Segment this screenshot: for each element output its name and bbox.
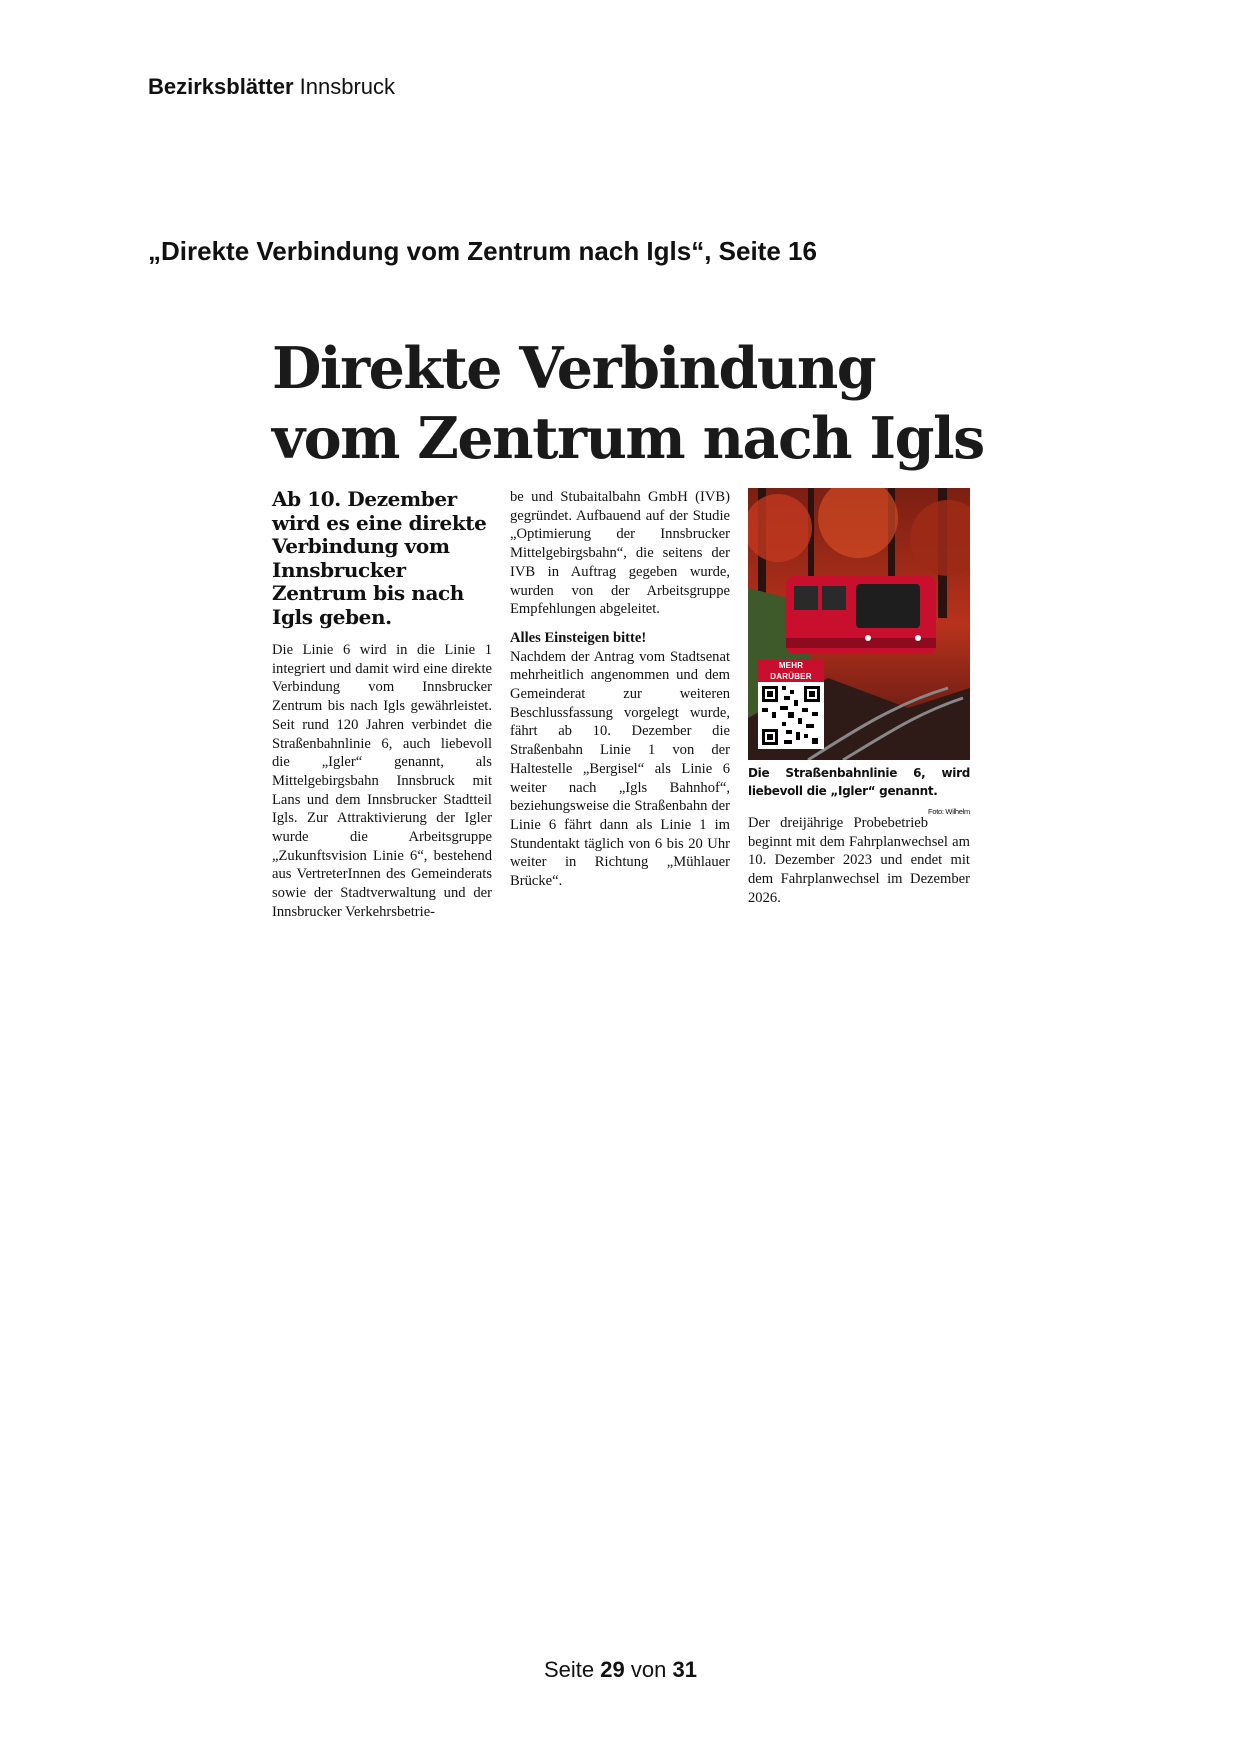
column-2-body-1: be und Stubaitalbahn GmbH (IVB) gegründet. Aufbauend auf der Studie „Optimierung der Innsbrucker Mittelgebirgsbahn“, die seitens der IVB in Auftrag gegeben wurde, wurden von der Arbeitsgruppe Empfehlungen abgeleitet. (510, 489, 730, 618)
footer-page-number: 29 (600, 1657, 625, 1682)
headline-line-1: Direkte Verbindung (272, 335, 876, 402)
footer-page-total: 31 (672, 1657, 697, 1682)
footer-middle: von (630, 1657, 667, 1682)
qr-code-icon (758, 682, 824, 749)
page-header (148, 74, 395, 100)
footer-prefix: Seite (544, 1657, 595, 1682)
reference-title: „Direkte Verbindung vom Zentrum nach Igls“, Seite 16 (148, 236, 817, 266)
column-2-subhead: Alles Einsteigen bitte! (510, 629, 647, 646)
column-3 (748, 488, 970, 908)
caption-text: Die Straßenbahnlinie 6, wird liebevoll die „Igler“ genannt. (748, 766, 970, 798)
qr-code[interactable] (758, 660, 824, 738)
photo-caption (748, 764, 970, 816)
photo-credit: Foto: Wilhelm (928, 807, 970, 816)
article-lead: Ab 10. Dezember wird es eine direkte Verbindung vom Innsbrucker Zentrum bis nach Igls geben. (272, 487, 487, 629)
article-headline (272, 334, 984, 474)
article-clipping (272, 334, 984, 942)
publication-city: Innsbruck (299, 74, 396, 99)
headline-line-2: vom Zentrum nach Igls (272, 405, 984, 472)
tram-photo (748, 488, 970, 760)
column-3-body: Der dreijährige Probebetrieb beginnt mit dem Fahrplanwechsel am 10. Dezember 2023 und endet mit dem Fahrplanwechsel im Dezember 2026. (748, 815, 970, 906)
column-1 (272, 488, 492, 922)
page-footer (0, 1657, 1241, 1683)
column-1-body: Die Linie 6 wird in die Linie 1 integriert und damit wird eine direkte Verbindung vom Innsbrucker Zentrum bis nach Igls gewährleistet. Seit rund 120 Jahren verbindet die Straßenbahnlinie 6, auch liebevoll die „Igler“ genannt, als Mittelgebirgsbahn Innsbruck mit Lans und dem Innsbrucker Stadtteil Igls. Zur Attraktivierung der Igler wurde die Arbeitsgruppe „Zukunftsvision Linie 6“, bestehend aus VertreterInnen des Gemeinderats sowie der Stadtverwaltung und der Innsbrucker Verkehrsbetrie- (272, 642, 492, 920)
publication-name: Bezirksblätter (148, 74, 294, 99)
qr-label: MEHR DARÜBER (758, 660, 824, 682)
column-2-body-2: Nachdem der Antrag vom Stadtsenat mehrheitlich angenommen und dem Gemeinderat zur weiteren Beschlussfassung vorgelegt wurde, fährt ab 10. Dezember die Straßenbahn Linie 1 von der Haltestelle „Bergisel“ als Linie 6 weiter nach „Igls Bahnhof“, beziehungsweise die Straßenbahn der Linie 6 fährt dann als Linie 1 im Stundentakt täglich von 6 bis 20 Uhr weiter in Richtung „Mühlauer Brücke“. (510, 648, 730, 890)
column-2 (510, 488, 730, 891)
